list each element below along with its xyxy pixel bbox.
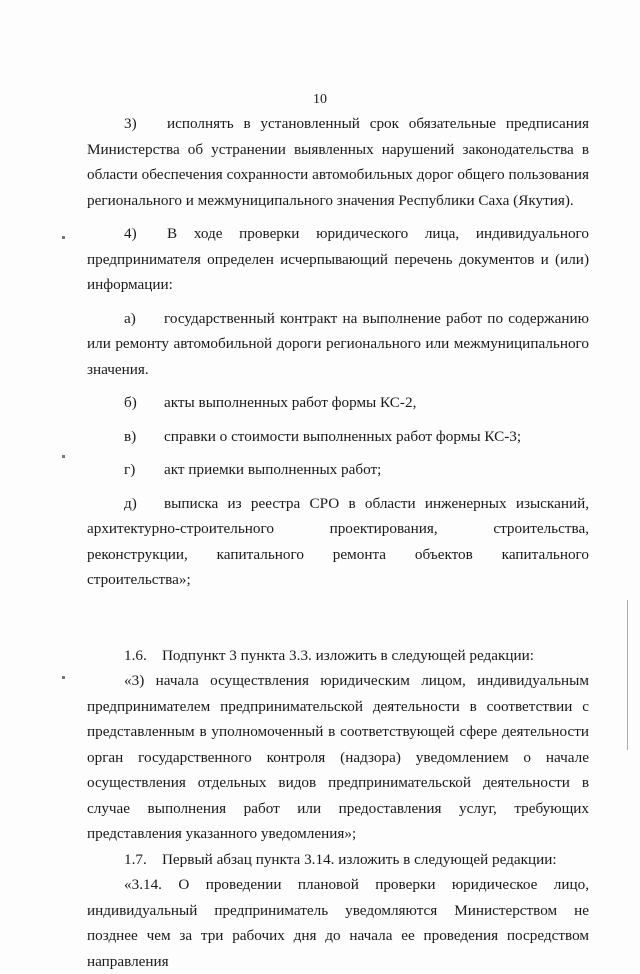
- list-label: г): [87, 457, 164, 483]
- section-1-6-heading: 1.6. Подпункт 3 пункта 3.3. изложить в следующей редакции:: [87, 643, 589, 669]
- section-gap: [87, 593, 589, 643]
- list-label: б): [87, 390, 164, 416]
- list-text: справки о стоимости выполненных работ формы КС-3;: [164, 424, 589, 450]
- paragraph-3-body: Министерства об устранении выявленных нарушений законодательства в области обеспечения сохранности автомобильных дорог общего пользования регионального и межмуниципального значения Республики Саха (Якутия).: [87, 137, 589, 214]
- list-label: а): [87, 306, 164, 332]
- page-number: 10: [0, 92, 640, 108]
- scan-dot: [62, 236, 65, 239]
- section-1-6-quote-body: предпринимателем предпринимательской деятельности в соответствии с представленным в уполномоченный в соответствующей сфере деятельности орган государственного контроля (надзора) уведомлением о начале осуществления отдельных видов предпринимательской деятельности в случае выполнения работ или предоставления услуг, требующих представления указанного уведомления»;: [87, 694, 589, 847]
- paragraph-4-first-line: 4) В ходе проверки юридического лица, индивидуального: [87, 221, 589, 247]
- list-text: акт приемки выполненных работ;: [164, 457, 589, 483]
- list-item-d: [87, 491, 589, 517]
- list-item-g: [87, 457, 589, 483]
- scan-edge-line: [627, 600, 628, 750]
- section-1-7-quote-body: индивидуальный предприниматель уведомляются Министерством не позднее чем за три рабочих дня до начала ее проведения посредством направления: [87, 898, 589, 974]
- list-item-a: [87, 306, 589, 332]
- list-item-v: [87, 424, 589, 450]
- list-item-b: [87, 390, 589, 416]
- list-item-a-continuation: или ремонту автомобильной дороги регионального или межмуниципального значения.: [87, 331, 589, 382]
- list-text: выписка из реестра СРО в области инженерных изысканий,: [164, 491, 589, 517]
- paragraph-3-first-line: 3) исполнять в установленный срок обязательные предписания: [87, 111, 589, 137]
- section-1-7-heading: 1.7. Первый абзац пункта 3.14. изложить в следующей редакции:: [87, 847, 589, 873]
- section-1-7-quote-first-line: «3.14. О проведении плановой проверки юридическое лицо,: [87, 872, 589, 898]
- section-1-6-quote-first-line: «3) начала осуществления юридическим лицом, индивидуальным: [87, 668, 589, 694]
- list-item-d-continuation: архитектурно-строительного проектирования, строительства, реконструкции, капитального ремонта объектов капитального строительства»;: [87, 516, 589, 593]
- list-text: акты выполненных работ формы КС-2,: [164, 390, 589, 416]
- scan-dot: [62, 455, 65, 458]
- scan-dot: [62, 676, 65, 679]
- list-text: государственный контракт на выполнение работ по содержанию: [164, 306, 589, 332]
- list-label: в): [87, 424, 164, 450]
- document-body: [87, 111, 589, 974]
- list-label: д): [87, 491, 164, 517]
- paragraph-4-body: предпринимателя определен исчерпывающий перечень документов и (или) информации:: [87, 247, 589, 298]
